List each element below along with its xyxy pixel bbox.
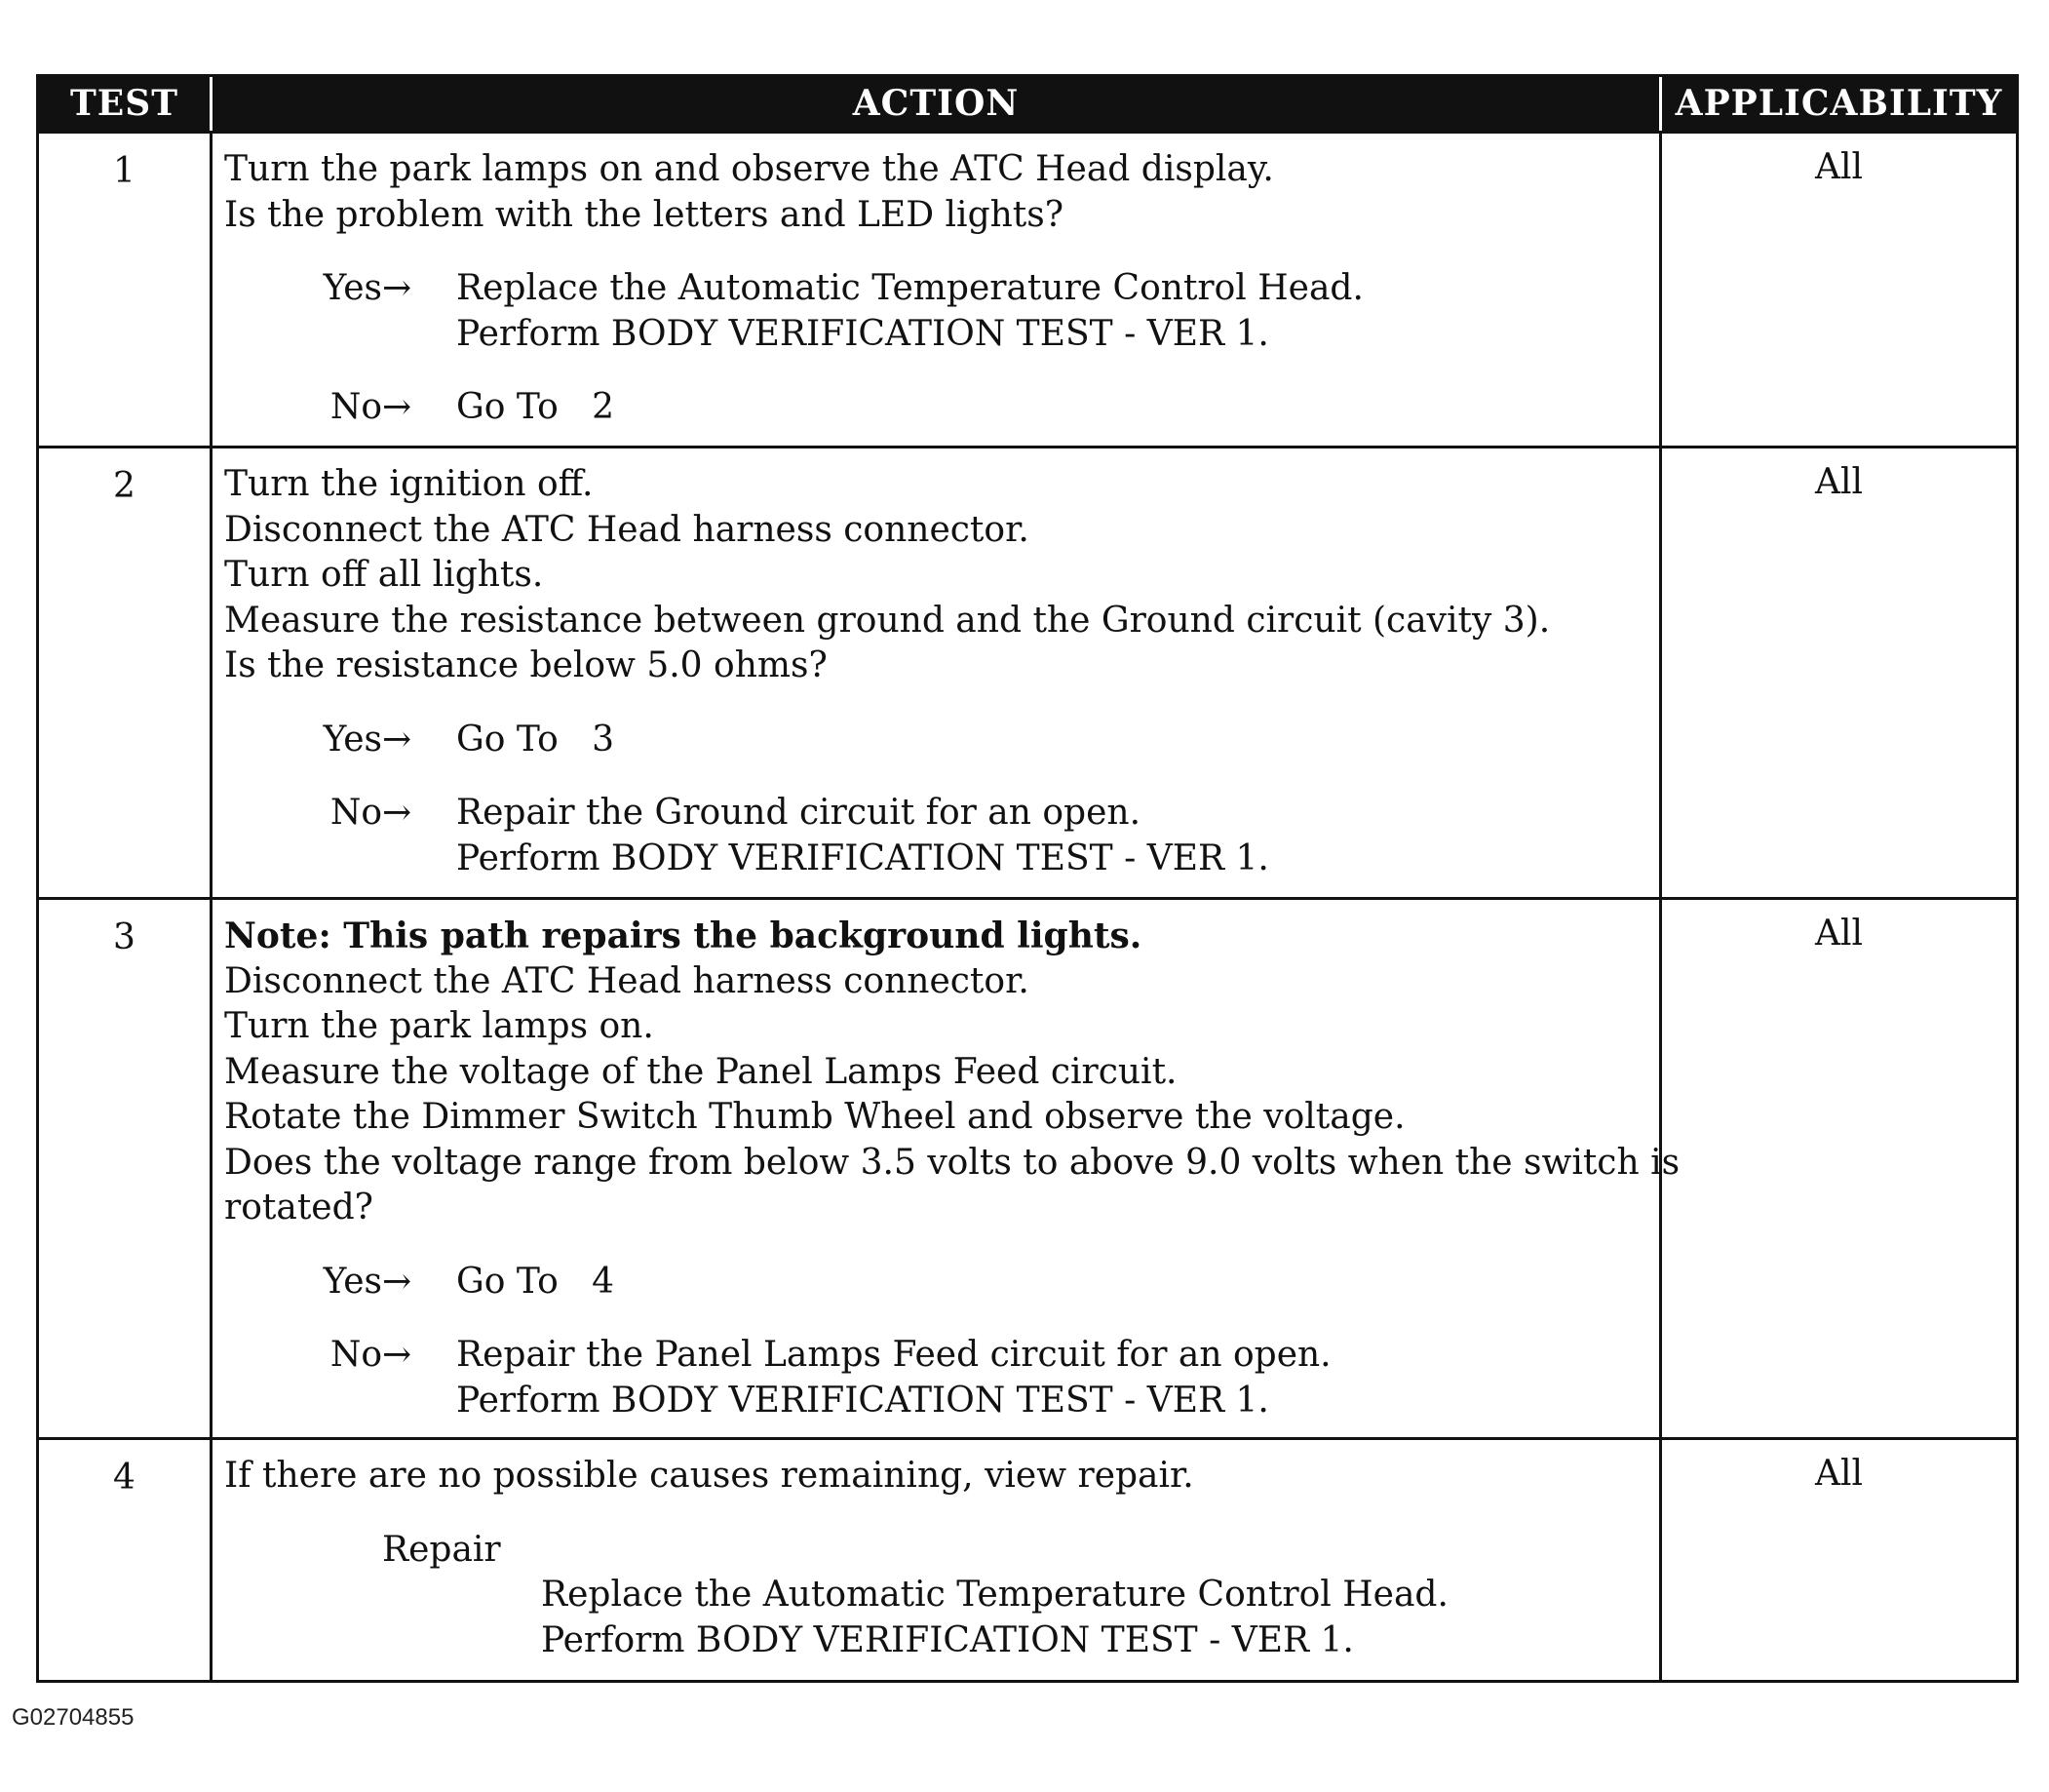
test-number: 2	[113, 466, 135, 506]
yes-outcome	[224, 266, 1649, 357]
instruction-line: Perform BODY VERIFICATION TEST - VER 1.	[456, 313, 1269, 354]
test-number: 1	[113, 151, 135, 191]
action-cell	[210, 134, 1659, 446]
action-line: Measure the resistance between ground and the Ground circuit (cavity 3).	[224, 600, 1551, 641]
instruction-line: Go To 4	[456, 1261, 614, 1302]
action-cell	[210, 1440, 1659, 1680]
action-line: Turn the park lamps on.	[224, 1006, 654, 1046]
action-line: Turn the park lamps on and observe the ATC Head display.	[224, 149, 1274, 189]
yes-label: Yes	[323, 1261, 382, 1302]
instruction-line: Perform BODY VERIFICATION TEST - VER 1.	[541, 1619, 1354, 1660]
yes-label: Yes	[323, 719, 382, 760]
action-line: Measure the voltage of the Panel Lamps Feed circuit.	[224, 1051, 1178, 1092]
no-label: No	[329, 387, 382, 427]
no-outcome	[224, 385, 1649, 431]
instruction-line: Perform BODY VERIFICATION TEST - VER 1.	[456, 1380, 1269, 1421]
no-label: No	[329, 1335, 382, 1375]
action-line: Does the voltage range from below 3.5 volts to above 9.0 volts when the switch is	[224, 1142, 1681, 1183]
yes-instructions	[456, 266, 1649, 357]
table-header	[39, 77, 2016, 131]
no-instructions	[456, 1333, 1649, 1423]
instruction-line: Go To 2	[456, 387, 614, 427]
no-outcome	[224, 791, 1649, 881]
diagnostic-test-table	[36, 74, 2019, 1683]
no-instructions	[456, 791, 1649, 881]
action-line: Is the problem with the letters and LED lights?	[224, 194, 1064, 235]
note-line: Note: This path repairs the background lights.	[224, 915, 1142, 956]
applicability-value: All	[1659, 448, 2016, 897]
action-line: Is the resistance below 5.0 ohms?	[224, 645, 828, 685]
repair-label: Repair	[382, 1529, 501, 1570]
applicability-value: All	[1659, 1440, 2016, 1680]
instruction-line: Repair the Ground circuit for an open.	[456, 793, 1141, 833]
applicability-value: All	[1659, 900, 2016, 1437]
instruction-line: Repair the Panel Lamps Feed circuit for an open.	[456, 1335, 1332, 1375]
no-label: No	[329, 793, 382, 833]
repair-block	[224, 1528, 1649, 1664]
action-line: Rotate the Dimmer Switch Thumb Wheel and observe the voltage.	[224, 1097, 1406, 1137]
header-applicability: APPLICABILITY	[1659, 77, 2016, 131]
instruction-line: Go To 3	[456, 719, 614, 760]
test-number: 3	[113, 917, 135, 957]
action-cell	[210, 900, 1681, 1437]
repair-instructions	[541, 1573, 1649, 1663]
header-test: TEST	[69, 83, 178, 124]
table-row	[39, 897, 2016, 1437]
arrow-icon: →	[382, 1335, 412, 1375]
action-line: Disconnect the ATC Head harness connector.	[224, 509, 1029, 550]
instruction-line: Replace the Automatic Temperature Control Head.	[456, 268, 1364, 308]
yes-instructions	[456, 718, 1649, 763]
action-line: Disconnect the ATC Head harness connector.	[224, 960, 1029, 1001]
arrow-icon: →	[382, 1261, 412, 1302]
arrow-icon: →	[382, 793, 412, 833]
applicability-value: All	[1659, 134, 2016, 446]
arrow-icon: →	[382, 387, 412, 427]
table-row	[39, 131, 2016, 446]
action-line: If there are no possible causes remaining, view repair.	[224, 1456, 1194, 1496]
header-action: ACTION	[210, 77, 1659, 131]
no-outcome	[224, 1333, 1649, 1423]
yes-outcome	[224, 1260, 1649, 1305]
action-line: Turn off all lights.	[224, 555, 544, 595]
instruction-line: Perform BODY VERIFICATION TEST - VER 1.	[456, 838, 1269, 878]
test-number: 4	[113, 1458, 135, 1498]
figure-id: G02704855	[12, 1704, 135, 1731]
action-line: rotated?	[224, 1188, 373, 1227]
no-instructions	[456, 385, 1649, 431]
action-cell	[210, 448, 1659, 897]
arrow-icon: →	[382, 719, 412, 760]
yes-outcome	[224, 718, 1649, 763]
instruction-line: Replace the Automatic Temperature Control Head.	[541, 1575, 1449, 1615]
yes-instructions	[456, 1260, 1649, 1305]
yes-label: Yes	[323, 268, 382, 308]
arrow-icon: →	[382, 268, 412, 308]
action-line: Turn the ignition off.	[224, 464, 594, 504]
table-row	[39, 1437, 2016, 1680]
table-row	[39, 446, 2016, 897]
